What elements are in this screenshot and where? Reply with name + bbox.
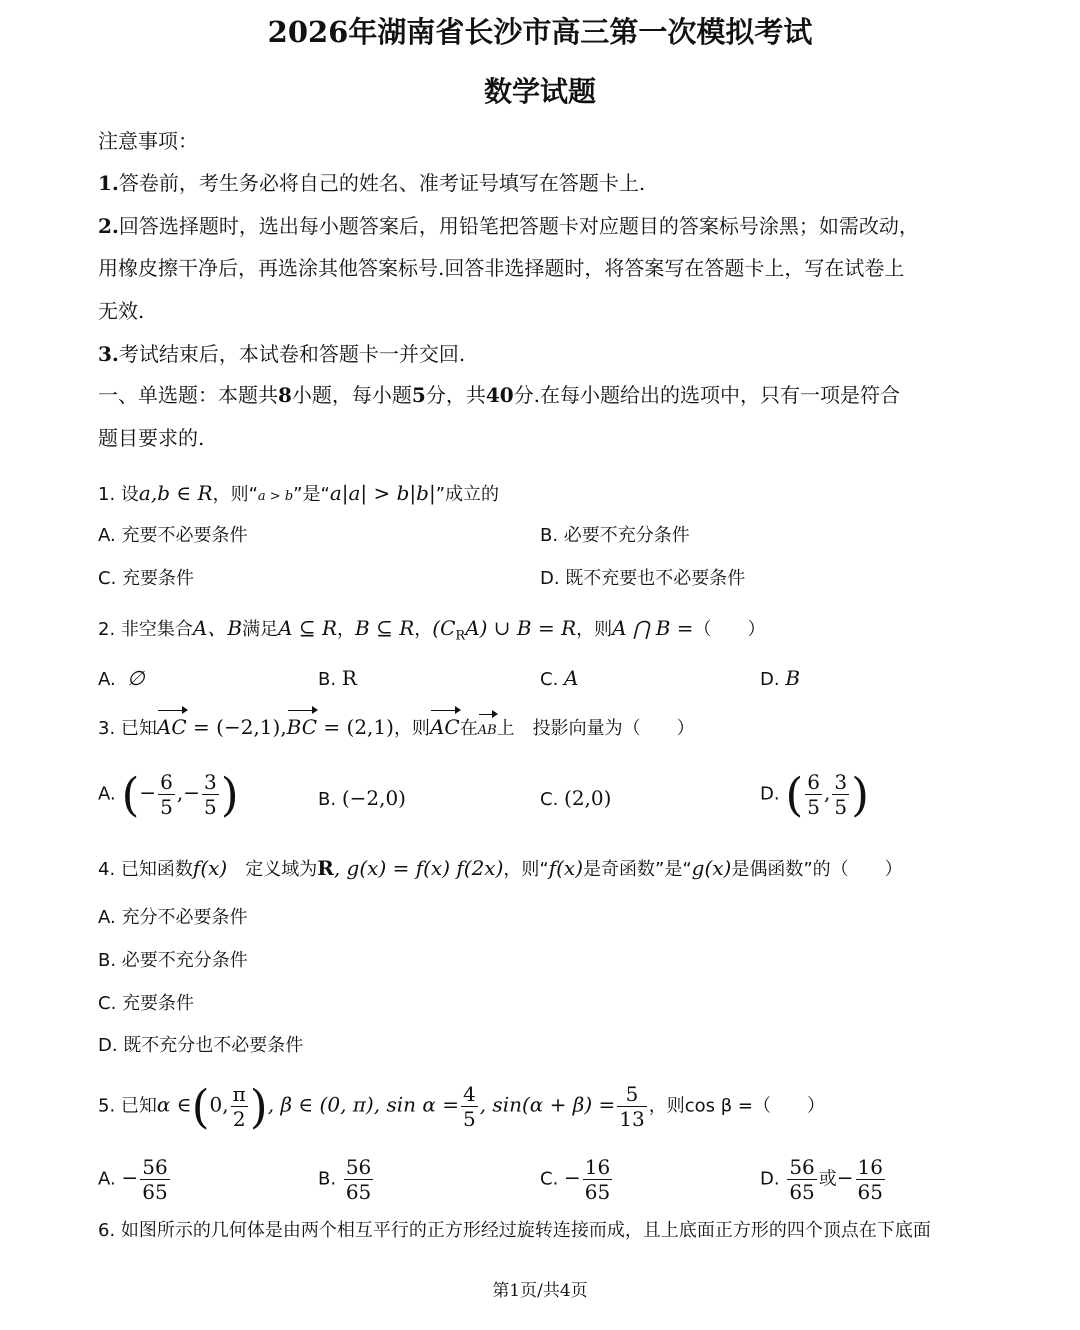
q3-option-d-label: D.: [760, 783, 780, 805]
notice-item-1-num: 1.: [98, 171, 119, 195]
q1-option-d[interactable]: D. 既不充要也不必要条件: [540, 568, 746, 589]
question-3: [98, 712, 695, 746]
q1-statement-2: a|a| > b|b|: [329, 481, 436, 505]
q5-ask: ，则cos β =: [648, 1095, 754, 1117]
q2-ask: A ⋂ B =: [612, 616, 694, 640]
q3-option-d-frac-1: $\frac{6}{5}$: [807, 770, 821, 819]
q1-statement-1: a > b: [257, 489, 294, 504]
question-5: 5. 已知α ∈(0, $\frac{\pi}{2}$ ), β ∈ (0, π), sin α = $\frac{4}{5}$ , sin(α + β) = $\frac{5}{13}$ ，则cos β =（ ）: [98, 1079, 826, 1134]
q1-mid1: ，则“: [212, 484, 258, 505]
q3-option-d-frac-2: $\frac{3}{5}$: [834, 770, 848, 819]
q2-option-d-value: B: [785, 666, 801, 690]
notice-item-1: [98, 168, 645, 198]
q4-option-d[interactable]: D. 既不充分也不必要条件: [98, 1035, 304, 1056]
q5-option-c-sign: −: [564, 1165, 581, 1190]
q3-option-a-frac-2: $\frac{3}{5}$: [204, 770, 217, 819]
q4-option-c[interactable]: C. 充要条件: [98, 993, 195, 1014]
notice-item-3-num: 3.: [98, 342, 119, 366]
q2-option-d-label: D.: [760, 669, 780, 690]
q2-sets: A、B: [192, 616, 243, 640]
q6-num: 6.: [98, 1220, 116, 1241]
q3-post: 上 投影向量为（ ）: [496, 718, 695, 739]
notice-item-3: [98, 339, 465, 369]
q4-post: 是偶函数”的（ ）: [731, 859, 903, 880]
q4-option-a[interactable]: A. 充分不必要条件: [98, 907, 248, 928]
q5-option-a[interactable]: [98, 1155, 172, 1204]
q2-option-a[interactable]: [98, 663, 145, 695]
q2-mid: 满足: [242, 619, 279, 640]
section-count: 8: [278, 383, 292, 407]
q5-option-a-sign: −: [121, 1165, 139, 1190]
question-4: [98, 853, 903, 885]
q3-option-a[interactable]: A. (− $\frac{6}{5}$ ,− $\frac{3}{5}$ ): [98, 767, 239, 822]
q5-option-c-frac: $\frac{16}{65}$: [584, 1155, 611, 1204]
q4-g-def: , g(x) = f(x) f(2x): [333, 856, 504, 880]
q3-option-b[interactable]: [318, 783, 406, 815]
q4-domain: R: [317, 856, 334, 880]
exam-subtitle: 数学试题: [483, 75, 596, 108]
q2-option-b-label: B.: [318, 669, 337, 690]
question-1: [98, 478, 499, 512]
q2-option-b[interactable]: [318, 663, 357, 695]
q2-cond-2: B ⊆ R: [355, 616, 415, 640]
q5-option-d-sign: −: [836, 1165, 854, 1190]
q2-option-b-value: R: [341, 666, 357, 690]
q3-option-c-value: (2,0): [564, 786, 612, 810]
q4-g2: g(x): [691, 856, 732, 880]
notice-item-2-line1: 回答选择题时，选出每小题答案后，用铅笔把答题卡对应题目的答案标号涂黑；如需改动，: [118, 214, 919, 238]
q4-f: f(x): [192, 856, 228, 880]
notice-item-2-num: 2.: [98, 214, 119, 238]
section-text-b: 小题，每小题: [291, 383, 412, 407]
q4-pre: 已知函数: [120, 859, 193, 880]
q3-option-b-label: B.: [318, 789, 337, 810]
q2-cond-3a: (C: [432, 616, 456, 640]
q1-post: ”成立的: [435, 484, 500, 505]
section-text-c: 分，共: [425, 383, 486, 407]
q6-text: 如图所示的几何体是由两个相互平行的正方形经过旋转连接而成，且上底面正方形的四个顶点在下底面: [120, 1220, 931, 1241]
exam-title: 2026年湖南省长沙市高三第一次模拟考试: [267, 15, 813, 49]
q5-option-d[interactable]: [760, 1155, 887, 1204]
q3-option-b-value: (−2,0): [341, 786, 406, 810]
q3-option-a-frac-1: $\frac{6}{5}$: [160, 770, 173, 819]
q2-cond-3-sub: R: [455, 628, 466, 644]
q1-option-b[interactable]: B. 必要不充分条件: [540, 525, 690, 546]
notice-item-2-line3: 无效.: [98, 299, 145, 323]
page-number: 第1页/共4页: [492, 1281, 588, 1301]
question-6: [98, 1216, 931, 1246]
q5-alpha-lo: 0,: [209, 1092, 229, 1117]
q5-num: 5.: [98, 1095, 116, 1117]
q5-option-d-frac-1: $\frac{56}{65}$: [789, 1155, 815, 1204]
q3-option-c-label: C.: [540, 789, 559, 810]
section-score-each: 5: [411, 383, 426, 407]
q5-option-d-frac-2: $\frac{16}{65}$: [857, 1155, 883, 1204]
q5-option-d-label: D.: [760, 1168, 780, 1190]
q2-option-c[interactable]: [540, 663, 578, 695]
q3-vector-bc: BC: [287, 712, 317, 742]
q2-cond-1: A ⊆ R: [278, 616, 338, 640]
q3-option-c[interactable]: [540, 783, 611, 815]
q5-option-a-label: A.: [98, 1168, 116, 1190]
q3-option-d[interactable]: D. ( $\frac{6}{5}$ , $\frac{3}{5}$ ): [760, 767, 870, 822]
q5-option-c[interactable]: [540, 1155, 614, 1204]
q5-option-b-label: B.: [318, 1168, 337, 1190]
q1-mid2: ”是“: [293, 484, 330, 505]
q3-pre: 已知: [120, 718, 157, 739]
notice-item-1-text: 答卷前，考生务必将自己的姓名、准考证号填写在答题卡上.: [118, 171, 646, 195]
q5-option-d-or: 或: [818, 1168, 837, 1190]
q1-option-a[interactable]: A. 充要不必要条件: [98, 525, 248, 546]
q4-mid2: ，则“: [503, 859, 549, 880]
section-score-total: 40: [485, 383, 514, 407]
q3-mid2: 在: [459, 718, 478, 739]
q5-sin-sum: , sin(α + β) =: [479, 1092, 616, 1117]
q4-num: 4.: [98, 859, 116, 880]
q5-sum-frac: $\frac{5}{13}$: [619, 1082, 645, 1131]
q2-option-a-value: ∅: [127, 666, 145, 690]
q4-mid3: 是奇函数”是“: [583, 859, 692, 880]
q5-option-b[interactable]: [318, 1155, 375, 1204]
q5-pre: 已知: [120, 1095, 157, 1117]
notice-heading: 注意事项：: [98, 129, 198, 153]
section-heading-line2: 题目要求的.: [98, 426, 205, 450]
q4-mid1: 定义域为: [227, 859, 318, 880]
q2-option-d[interactable]: [760, 663, 800, 695]
q5-blank: （ ）: [753, 1095, 826, 1117]
q3-mid: ，则: [393, 718, 430, 739]
q1-condition: a,b ∈ R: [138, 481, 213, 505]
notice-item-2-line2: 用橡皮擦干净后，再选涂其他答案标号.回答非选择题时，将答案写在答题卡上，写在试卷上: [98, 256, 905, 280]
notice-item-2: [98, 211, 919, 241]
q2-ask-pre: ，则: [576, 619, 613, 640]
q5-option-b-frac: $\frac{56}{65}$: [345, 1155, 372, 1204]
section-heading: [98, 380, 900, 410]
q3-num: 3.: [98, 718, 116, 739]
q2-option-c-label: C.: [540, 669, 559, 690]
q4-f2: f(x): [548, 856, 583, 880]
section-text-d: 分.在每小题给出的选项中，只有一项是符合: [513, 383, 901, 407]
q5-alpha-in: α ∈: [156, 1092, 192, 1117]
notice-item-3-text: 考试结束后，本试卷和答题卡一并交回.: [118, 342, 466, 366]
q2-option-c-value: A: [564, 666, 579, 690]
question-2: 2. 非空集合A、B满足A ⊆ R，B ⊆ R，$(C_RA)$ ∪ B = R，则A ⋂ B =（ ）: [98, 616, 766, 644]
q2-cond-3b: A) ∪ B = R: [465, 616, 577, 640]
q5-sin-frac: $\frac{4}{5}$: [462, 1082, 476, 1131]
q3-vector-ac-2: AC: [430, 712, 460, 742]
q3-option-a-label: A.: [98, 783, 116, 805]
q5-option-c-label: C.: [540, 1168, 559, 1190]
q1-option-c[interactable]: C. 充要条件: [98, 568, 195, 589]
q5-beta-in: , β ∈ (0, π), sin α =: [267, 1092, 459, 1117]
q5-option-a-frac: $\frac{56}{65}$: [142, 1155, 168, 1204]
q4-option-b[interactable]: B. 必要不充分条件: [98, 950, 248, 971]
q2-num: 2.: [98, 619, 116, 640]
q2-option-a-label: A.: [98, 669, 116, 690]
q1-num: 1.: [98, 484, 116, 505]
q5-pi-frac: $\frac{\pi}{2}$: [232, 1082, 246, 1131]
q2-pre: 非空集合: [120, 619, 193, 640]
q2-blank: （ ）: [693, 619, 766, 640]
q3-vector-ac: AC: [157, 712, 187, 742]
q3-vector-ab: AB: [478, 716, 497, 746]
q1-pre: 设: [120, 484, 139, 505]
section-text-a: 一、单选题：本题共: [98, 383, 278, 407]
q3-vector-bc-value: = (2,1): [317, 715, 394, 739]
q3-vector-ac-value: = (−2,1),: [186, 715, 287, 739]
